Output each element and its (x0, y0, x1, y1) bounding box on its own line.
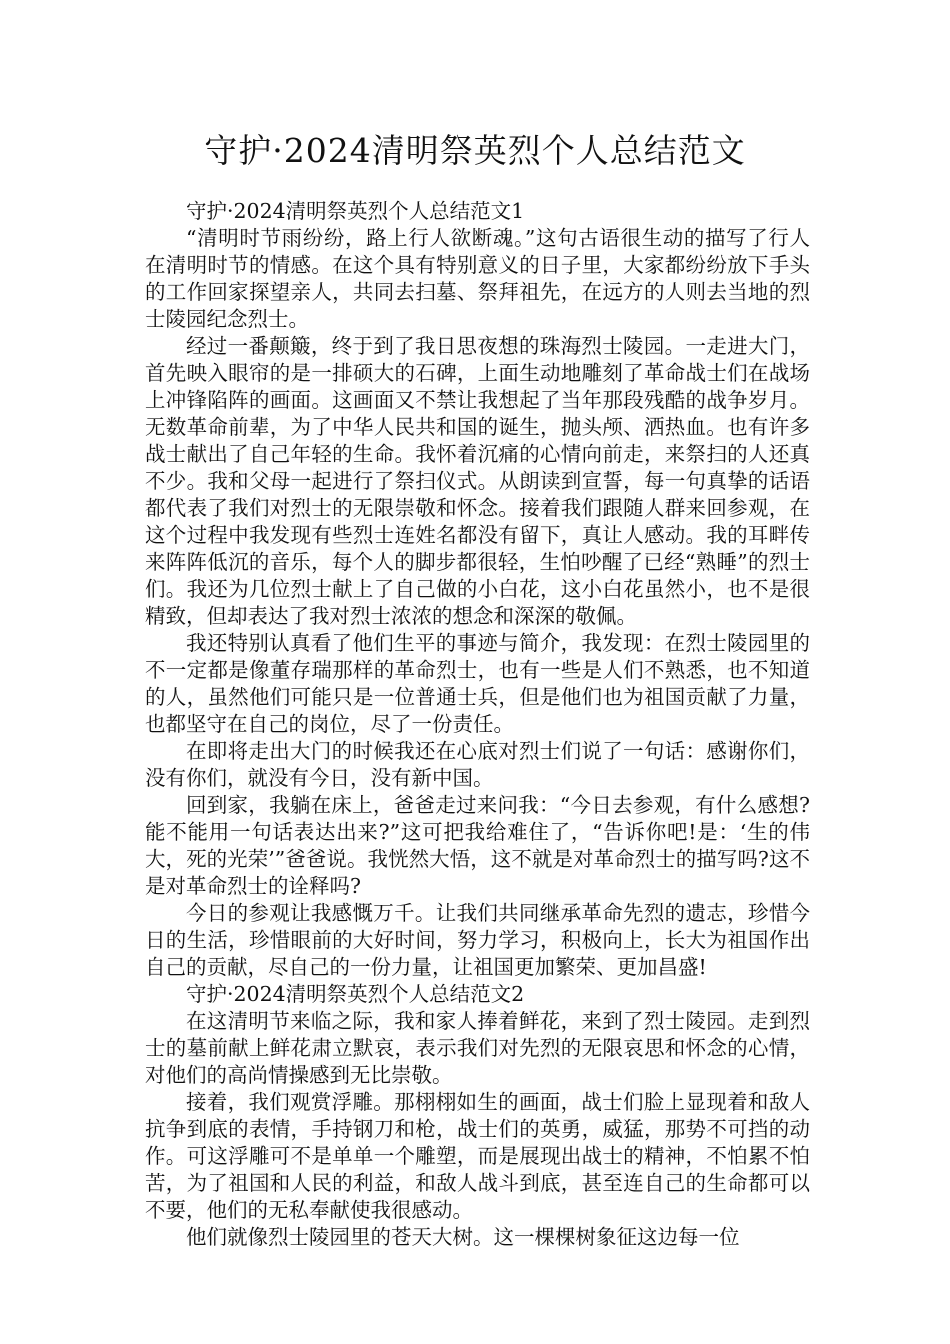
paragraph: 接着，我们观赏浮雕。那栩栩如生的画面，战士们脸上显现着和敌人抗争到底的表情，手持钢刀和枪，战士们的英勇，威猛，那势不可挡的动作。可这浮雕可不是单单一个雕塑，而是展现出战士的精神，不怕累不怕苦，为了祖国和人民的利益，和敌人战斗到底，甚至连自己的生命都可以不要，他们的无私奉献使我很感动。 (145, 1090, 810, 1222)
section-heading-1: 守护·2024清明祭英烈个人总结范文1 (186, 199, 525, 223)
paragraph: 今日的参观让我感慨万千。让我们共同继承革命先烈的遗志，珍惜今日的生活，珍惜眼前的大好时间，努力学习，积极向上，长大为祖国作出自己的贡献，尽自己的一份力量，让祖国更加繁荣、更加昌盛! (145, 901, 810, 979)
paragraph: 我还特别认真看了他们生平的事迹与简介，我发现：在烈士陵园里的不一定都是像董存瑞那样的革命烈士，也有一些是人们不熟悉，也不知道的人，虽然他们可能只是一位普通士兵，但是他们也为祖国贡献了力量，也都坚守在自己的岗位，尽了一份责任。 (145, 631, 810, 736)
document-body (145, 198, 810, 1251)
paragraph: 经过一番颠簸，终于到了我日思夜想的珠海烈士陵园。一走进大门，首先映入眼帘的是一排硕大的石碑，上面生动地雕刻了革命战士们在战场上冲锋陷阵的画面。这画面又不禁让我想起了当年那段残酷的战争岁月。无数革命前辈，为了中华人民共和国的诞生，抛头颅、洒热血。也有许多战士献出了自己年轻的生命。我怀着沉痛的心情向前走，来祭扫的人还真不少。我和父母一起进行了祭扫仪式。从朗读到宣誓，每一句真挚的话语都代表了我们对烈士的无限崇敬和怀念。接着我们跟随人群来回参观，在这个过程中我发现有些烈士连姓名都没有留下，真让人感动。我的耳畔传来阵阵低沉的音乐，每个人的脚步都很轻，生怕吵醒了已经“熟睡”的烈士们。我还为几位烈士献上了自己做的小白花，这小白花虽然小，也不是很精致，但却表达了我对烈士浓浓的想念和深深的敬佩。 (145, 334, 810, 628)
paragraph: 在这清明节来临之际，我和家人捧着鲜花，来到了烈士陵园。走到烈士的墓前献上鲜花肃立默哀，表示我们对先烈的无限哀思和怀念的心情，对他们的高尚情操感到无比崇敬。 (145, 1009, 810, 1087)
paragraph: 他们就像烈士陵园里的苍天大树。这一棵棵树象征这边每一位 (186, 1225, 740, 1249)
paragraph: “清明时节雨纷纷，路上行人欲断魂。”这句古语很生动的描写了行人在清明时节的情感。在这个具有特别意义的日子里，大家都纷纷放下手头的工作回家探望亲人，共同去扫墓、祭拜祖先，在远方的人则去当地的烈士陵园纪念烈士。 (145, 226, 810, 331)
document-title: 守护·2024清明祭英烈个人总结范文 (204, 131, 746, 170)
section-heading-2: 守护·2024清明祭英烈个人总结范文2 (186, 982, 525, 1006)
paragraph: 在即将走出大门的时候我还在心底对烈士们说了一句话：感谢你们，没有你们，就没有今日，没有新中国。 (145, 739, 810, 790)
paragraph: 回到家，我躺在床上，爸爸走过来问我：“今日去参观，有什么感想?能不能用一句话表达出来?”这可把我给难住了，“告诉你吧!是：‘生的伟大，死的光荣’”爸爸说。我恍然大悟，这不就是对革命烈士的描写吗?这不是对革命烈士的诠释吗? (145, 793, 810, 898)
